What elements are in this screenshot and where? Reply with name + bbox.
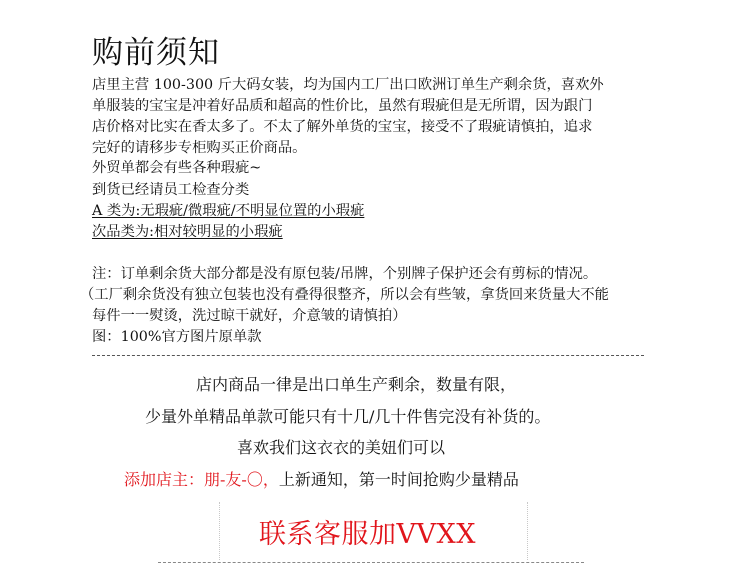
note-line: （工厂剩余货没有独立包装也没有叠得很整齐，所以会有些皱，拿货回来货量大不能 — [80, 287, 609, 303]
intro-line: 店里主营 100-300 斤大码女装，均为国内工厂出口欧洲订单生产剩余货，喜欢外 — [92, 77, 604, 93]
dashed-divider — [92, 355, 644, 356]
center-line: 少量外单精品单款可能只有十几/几十件售完没有补货的。 — [145, 407, 551, 426]
page-title: 购前须知 — [92, 35, 220, 71]
add-owner-note: 上新通知，第一时间抢购少量精品 — [278, 470, 519, 489]
flaws-line: 外贸单都会有些各种瑕疵~ — [92, 160, 262, 176]
center-line: 店内商品一律是出口单生产剩余，数量有限， — [196, 375, 517, 394]
note-line: 每件一一熨烫，洗过晾干就好，介意皱的请慎拍） — [92, 308, 407, 324]
note-line: 图：100%官方图片原单款 — [92, 329, 262, 345]
class-a-description: A 类为:无瑕疵/微瑕疵/不明显位置的小瑕疵 — [92, 203, 365, 219]
center-line: 喜欢我们这衣衣的美妞们可以 — [237, 438, 446, 457]
guide-line — [219, 502, 220, 560]
add-owner-label: 添加店主：朋-友-〇， — [124, 470, 279, 489]
intro-line: 完好的请移步专柜购买正价商品。 — [92, 140, 307, 156]
contact-service-text: 联系客服加VVXX — [259, 519, 476, 550]
flaws-line: 到货已经请员工检查分类 — [92, 182, 250, 198]
dashed-divider — [158, 562, 584, 563]
add-owner-line — [124, 467, 519, 490]
guide-line — [527, 502, 528, 560]
intro-line: 店价格对比实在香太多了。不太了解外单货的宝宝，接受不了瑕疵请慎拍，追求 — [92, 119, 593, 135]
note-line: 注：订单剩余货大部分都是没有原包装/吊牌，个别牌子保护还会有剪标的情况。 — [92, 266, 598, 282]
intro-line: 单服装的宝宝是冲着好品质和超高的性价比，虽然有瑕疵但是无所谓，因为跟门 — [92, 98, 593, 114]
class-b-description: 次品类为:相对较明显的小瑕疵 — [92, 224, 283, 240]
